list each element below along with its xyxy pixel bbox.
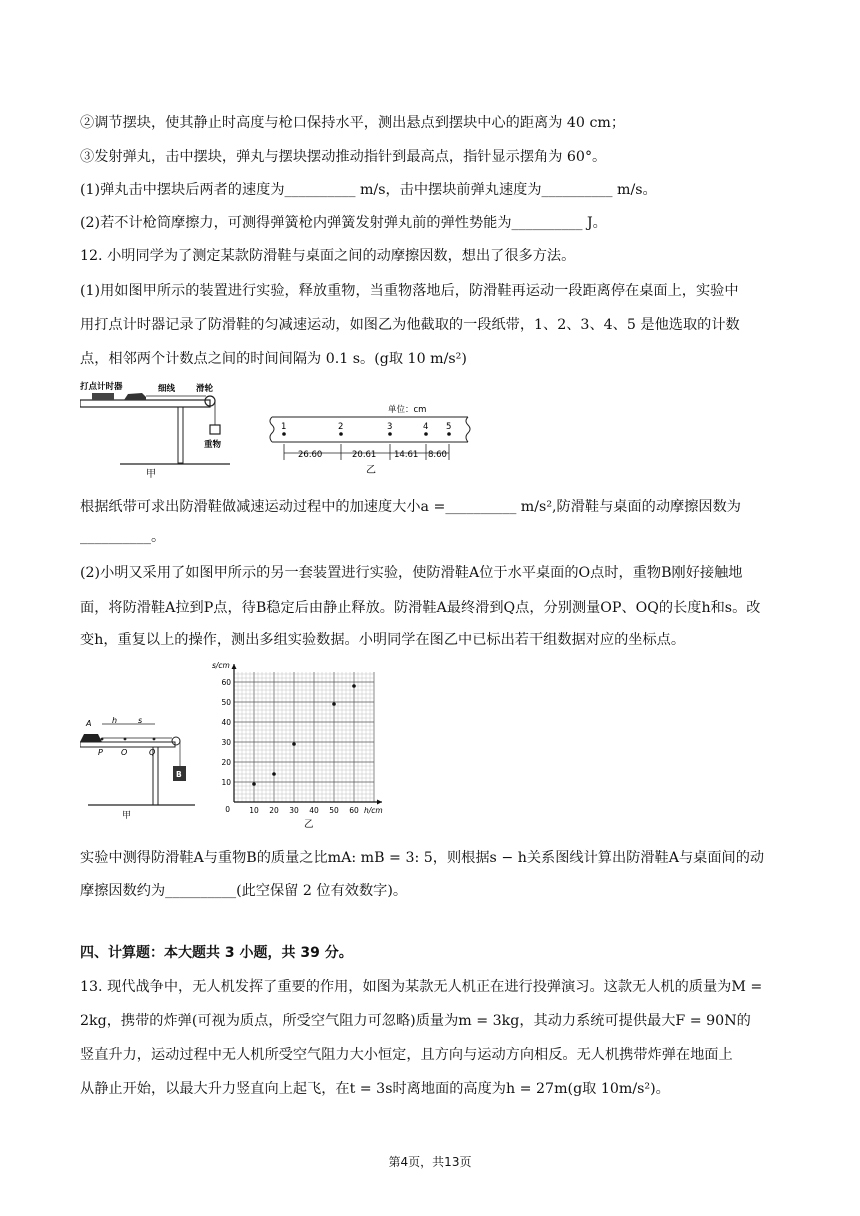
x-tick-label: 20 bbox=[269, 806, 279, 815]
point-P bbox=[101, 738, 104, 741]
question-12-title: 12. 小明同学为了测定某款防滑鞋与桌面之间的动摩擦因数，想出了很多方法。 bbox=[80, 248, 576, 264]
apparatus-figure-jia-2 bbox=[80, 710, 195, 820]
point-label-4: 4 bbox=[423, 422, 429, 432]
y-tick-label: 60 bbox=[221, 678, 231, 687]
figure-caption: 乙 bbox=[366, 465, 376, 476]
text-line: 用打点计时器记录了防滑鞋的匀减速运动，如图乙为他截取的一段纸带，1、2、3、4、5 是他选取的计数 bbox=[80, 317, 740, 333]
y-tick-label: 30 bbox=[221, 738, 231, 747]
count-point bbox=[424, 432, 428, 436]
figure-caption: 乙 bbox=[304, 819, 314, 830]
text-line: ②调节摆块，使其静止时高度与枪口保持水平，测出悬点到摆块中心的距离为 40 cm； bbox=[80, 115, 626, 131]
x-tick-label: 10 bbox=[249, 806, 259, 815]
text-line: 2kg，携带的炸弹(可视为质点，所受空气阻力可忽略)质量为m = 3kg，其动力系统可提供最大F = 90N的 bbox=[80, 1013, 751, 1029]
pulley-icon bbox=[172, 737, 180, 745]
text-line: 变h，重复以上的操作，测出多组实验数据。小明同学在图乙中已标出若干组数据对应的坐标点。 bbox=[80, 632, 686, 648]
y-axis-arrow bbox=[232, 664, 237, 669]
data-point bbox=[272, 772, 276, 776]
table-top bbox=[80, 400, 210, 407]
text-line: 从静止开始，以最大升力竖直向上起飞，在t = 3s时离地面的高度为h = 27m(g取 10m/s²)。 bbox=[80, 1081, 670, 1097]
y-tick-label: 50 bbox=[221, 698, 231, 707]
section-heading: 四、计算题：本大题共 3 小题，共 39 分。 bbox=[80, 945, 353, 961]
page-footer: 第4页，共13页 bbox=[388, 1155, 472, 1169]
y-axis-label: s/cm bbox=[212, 662, 230, 670]
data-point bbox=[252, 782, 256, 786]
text-line: __________。 bbox=[80, 529, 166, 545]
label-Q: Q bbox=[149, 748, 156, 757]
point-O bbox=[124, 738, 127, 741]
x-axis-arrow bbox=[377, 800, 382, 805]
string-label: 细线 bbox=[158, 384, 176, 394]
x-tick-label: 40 bbox=[309, 806, 319, 815]
shoe-icon bbox=[80, 734, 102, 742]
x-tick-label: 30 bbox=[289, 806, 299, 815]
point-label-3: 3 bbox=[387, 422, 393, 432]
table-top bbox=[80, 742, 175, 747]
count-point bbox=[388, 432, 392, 436]
table-leg bbox=[178, 407, 183, 463]
tape-break-right bbox=[466, 417, 470, 442]
tape-edges bbox=[272, 417, 468, 442]
data-point bbox=[352, 684, 356, 688]
timer-device bbox=[92, 393, 114, 400]
text-line: 实验中测得防滑鞋A与重物B的质量之比mA: mB = 3: 5，则根据s − h关系图线计算出防滑鞋A与桌面间的动 bbox=[80, 850, 765, 866]
y-tick-label: 10 bbox=[221, 778, 231, 787]
label-h: h bbox=[112, 716, 118, 725]
apparatus-figure-jia bbox=[80, 380, 250, 480]
text-line: 点，相邻两个计数点之间的时间间隔为 0.1 s。(g取 10 m/s²) bbox=[80, 351, 467, 367]
text-line: (2)小明又采用了如图甲所示的另一套装置进行实验，使防滑鞋A位于水平桌面的O点时，重物B刚好接触地 bbox=[80, 565, 743, 581]
pulley-label: 滑轮 bbox=[196, 384, 214, 394]
point-Q bbox=[153, 738, 156, 741]
text-line: 面，将防滑鞋A拉到P点，待B稳定后由静止释放。防滑鞋A最终滑到Q点，分别测量OP、OQ的长度h和s。改 bbox=[80, 600, 761, 616]
text-line: 竖直升力，运动过程中无人机所受空气阻力大小恒定，且方向与运动方向相反。无人机携带炸弹在地面上 bbox=[80, 1047, 733, 1063]
count-point bbox=[447, 432, 451, 436]
data-point bbox=[332, 702, 336, 706]
label-P: P bbox=[98, 748, 103, 757]
origin-label: 0 bbox=[225, 805, 230, 814]
s-h-chart bbox=[210, 662, 390, 830]
y-tick-label: 20 bbox=[221, 758, 231, 767]
text-line: 摩擦因数约为__________(此空保留 2 位有效数字)。 bbox=[80, 883, 408, 899]
figure-caption: 甲 bbox=[146, 469, 156, 480]
count-point bbox=[339, 432, 343, 436]
y-tick-label: 40 bbox=[221, 718, 231, 727]
weight-label: 重物 bbox=[204, 440, 222, 450]
weight-block bbox=[210, 425, 220, 434]
timer-label: 打点计时器 bbox=[80, 382, 123, 392]
figure-caption: 甲 bbox=[122, 811, 132, 820]
unit-label: 单位：cm bbox=[388, 405, 427, 415]
text-line: (1)用如图甲所示的装置进行实验，释放重物，当重物落地后，防滑鞋再运动一段距离停在桌面上，实验中 bbox=[80, 283, 739, 299]
label-s: s bbox=[138, 716, 143, 725]
point-label-1: 1 bbox=[281, 422, 287, 432]
point-label-2: 2 bbox=[338, 422, 344, 432]
segment-4-5: 8.60 bbox=[428, 450, 447, 460]
text-line: ③发射弹丸，击中摆块，弹丸与摆块摆动推动指针到最高点，指针显示摆角为 60°。 bbox=[80, 149, 607, 165]
count-point bbox=[282, 432, 286, 436]
label-O: O bbox=[121, 748, 128, 757]
tape-break-left bbox=[270, 417, 274, 442]
text-line: (2)若不计枪筒摩擦力，可测得弹簧枪内弹簧发射弹丸前的弹性势能为__________ J。 bbox=[80, 215, 607, 231]
paper-tape-figure-yi bbox=[268, 400, 473, 476]
count-points bbox=[282, 432, 451, 436]
question-13-title: 13. 现代战争中，无人机发挥了重要的作用，如图为某款无人机正在进行投弹演习。这款无人机的质量为M = bbox=[80, 979, 763, 995]
segment-2-3: 20.61 bbox=[352, 450, 377, 460]
x-tick-label: 60 bbox=[349, 806, 359, 815]
segment-3-4: 14.61 bbox=[394, 450, 419, 460]
label-B: B bbox=[176, 770, 182, 779]
text-line: 根据纸带可求出防滑鞋做减速运动过程中的加速度大小a =__________ m/s²,防滑鞋与桌面的动摩擦因数为 bbox=[80, 499, 741, 515]
shoe-icon bbox=[124, 393, 146, 400]
x-axis-label: h/cm bbox=[364, 806, 383, 815]
x-tick-label: 50 bbox=[329, 806, 339, 815]
label-A: A bbox=[86, 719, 92, 728]
data-point bbox=[292, 742, 296, 746]
point-label-5: 5 bbox=[446, 422, 452, 432]
segment-1-2: 26.60 bbox=[298, 450, 323, 460]
text-line: (1)弹丸击中摆块后两者的速度为__________ m/s，击中摆块前弹丸速度为__________ m/s。 bbox=[80, 182, 657, 198]
